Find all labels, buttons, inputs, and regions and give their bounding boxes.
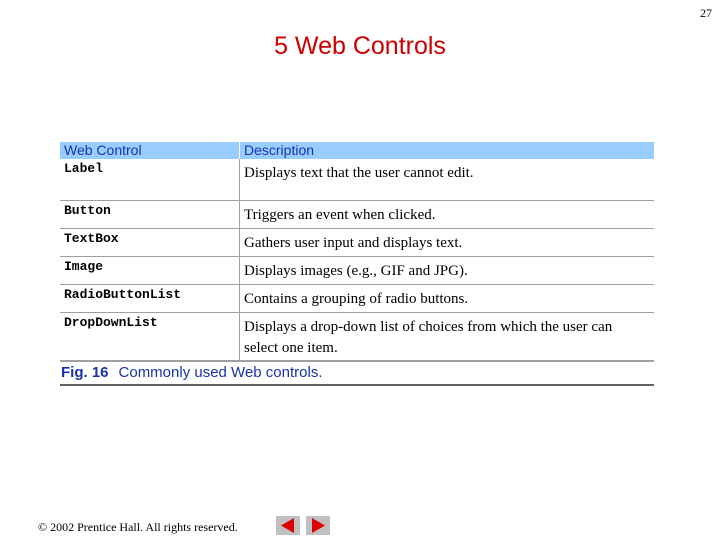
figure-caption	[60, 361, 654, 386]
table-row	[60, 256, 654, 284]
control-name: RadioButtonList	[60, 284, 240, 312]
control-description: Gathers user input and displays text.	[240, 228, 655, 256]
web-controls-table-wrap	[60, 142, 654, 386]
header-description: Description	[240, 142, 655, 159]
slide-title: 5 Web Controls	[274, 32, 446, 60]
table-row	[60, 159, 654, 200]
control-description: Displays text that the user cannot edit.	[240, 159, 655, 200]
right-arrow-icon	[306, 516, 330, 535]
web-controls-table	[60, 142, 654, 361]
control-name: Button	[60, 200, 240, 228]
table-header-row	[60, 142, 654, 159]
control-name: Image	[60, 256, 240, 284]
next-slide-button[interactable]	[306, 516, 330, 535]
control-description: Contains a grouping of radio buttons.	[240, 284, 655, 312]
figure-label: Fig. 16	[61, 363, 109, 381]
control-name: DropDownList	[60, 312, 240, 360]
header-web-control: Web Control	[60, 142, 240, 159]
control-description: Displays images (e.g., GIF and JPG).	[240, 256, 655, 284]
table-row	[60, 200, 654, 228]
table-row	[60, 284, 654, 312]
page-number: 27	[700, 6, 712, 20]
control-description: Displays a drop-down list of choices from which the user can select one item.	[240, 312, 655, 360]
table-row	[60, 228, 654, 256]
control-name: TextBox	[60, 228, 240, 256]
table-row	[60, 312, 654, 360]
left-arrow-icon	[276, 516, 300, 535]
figure-caption-text: Commonly used Web controls.	[118, 363, 323, 381]
control-description: Triggers an event when clicked.	[240, 200, 655, 228]
copyright-footer: © 2002 Prentice Hall. All rights reserved.	[38, 520, 238, 534]
control-name: Label	[60, 159, 240, 200]
previous-slide-button[interactable]	[276, 516, 300, 535]
